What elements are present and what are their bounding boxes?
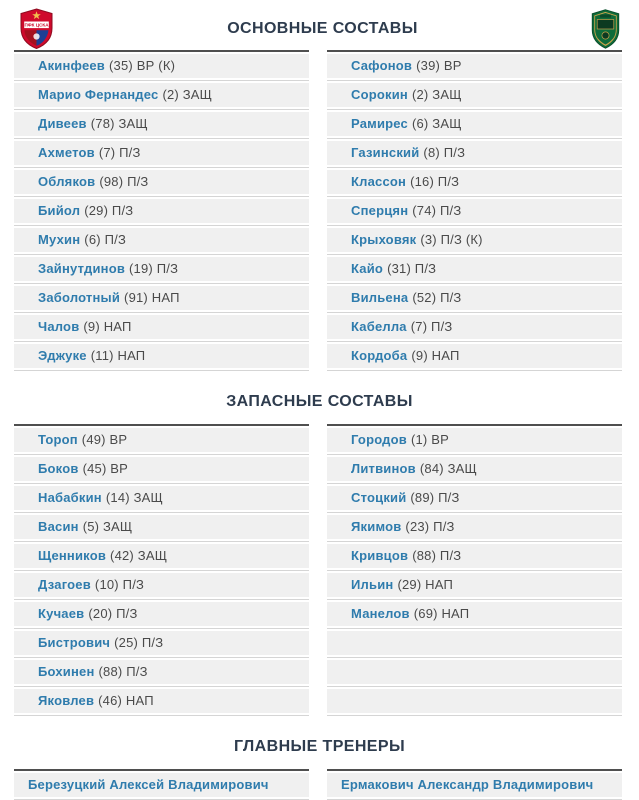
player-number-position: (39) ВР bbox=[416, 58, 462, 73]
player-row bbox=[327, 168, 622, 197]
player-row bbox=[327, 197, 622, 226]
player-name-link[interactable]: Кордоба bbox=[351, 348, 408, 363]
player-row bbox=[14, 658, 309, 687]
player-name-link[interactable]: Рамирес bbox=[351, 116, 408, 131]
player-row bbox=[327, 226, 622, 255]
player-number-position: (74) П/З bbox=[412, 203, 462, 218]
home-coach-name-link[interactable]: Березуцкий Алексей Владимирович bbox=[28, 777, 269, 792]
player-row bbox=[327, 484, 622, 513]
player-number-position: (20) П/З bbox=[88, 606, 138, 621]
player-row bbox=[327, 313, 622, 342]
player-row bbox=[14, 571, 309, 600]
coach-row bbox=[14, 771, 309, 800]
player-row bbox=[327, 139, 622, 168]
player-row bbox=[14, 226, 309, 255]
player-name-link[interactable]: Кучаев bbox=[38, 606, 85, 621]
player-row bbox=[14, 52, 309, 81]
player-number-position: (10) П/З bbox=[94, 577, 145, 592]
player-row bbox=[14, 139, 309, 168]
player-row bbox=[14, 484, 309, 513]
player-number-position: (78) ЗАЩ bbox=[90, 116, 148, 131]
player-number-position: (6) П/З bbox=[84, 232, 127, 247]
player-number-position: (88) П/З bbox=[98, 664, 148, 679]
player-name-link[interactable]: Заболотный bbox=[38, 290, 121, 305]
player-number-position: (69) НАП bbox=[413, 606, 470, 621]
player-name-link[interactable]: Крыховяк bbox=[351, 232, 417, 247]
away-coach-name-link[interactable]: Ермакович Александр Владимирович bbox=[341, 777, 594, 792]
player-number-position: (35) ВР (К) bbox=[109, 58, 176, 73]
subs-lineups-title: ЗАПАСНЫЕ СОСТАВЫ bbox=[226, 393, 413, 410]
player-number-position: (25) П/З bbox=[114, 635, 164, 650]
player-number-position: (84) ЗАЩ bbox=[419, 461, 477, 476]
player-name-link[interactable]: Ахметов bbox=[38, 145, 95, 160]
fc-krasnodar-logo[interactable] bbox=[590, 9, 621, 49]
player-name-link[interactable]: Ильин bbox=[351, 577, 394, 592]
player-number-position: (89) П/З bbox=[410, 490, 460, 505]
player-number-position: (9) НАП bbox=[411, 348, 460, 363]
player-name-link[interactable]: Эджуке bbox=[38, 348, 87, 363]
player-row bbox=[327, 542, 622, 571]
player-number-position: (1) ВР bbox=[410, 432, 450, 447]
player-name-link[interactable]: Литвинов bbox=[351, 461, 416, 476]
player-name-link[interactable]: Бохинен bbox=[38, 664, 95, 679]
player-name-link[interactable]: Обляков bbox=[38, 174, 96, 189]
player-number-position: (52) П/З bbox=[412, 290, 462, 305]
player-row bbox=[14, 284, 309, 313]
player-row bbox=[14, 426, 309, 455]
player-row bbox=[327, 255, 622, 284]
player-name-link[interactable]: Кайо bbox=[351, 261, 384, 276]
player-name-link[interactable]: Набабкин bbox=[38, 490, 102, 505]
player-number-position: (11) НАП bbox=[90, 348, 146, 363]
player-number-position: (98) П/З bbox=[99, 174, 149, 189]
player-number-position: (29) П/З bbox=[84, 203, 134, 218]
player-row bbox=[14, 629, 309, 658]
player-row bbox=[327, 426, 622, 455]
subs-lineups-tables bbox=[0, 424, 639, 716]
player-number-position: (19) П/З bbox=[129, 261, 179, 276]
player-number-position: (3) П/З (К) bbox=[420, 232, 483, 247]
subs-away-lineup bbox=[327, 424, 622, 716]
svg-text:ПФК ЦСКА: ПФК ЦСКА bbox=[24, 22, 49, 28]
player-row bbox=[14, 513, 309, 542]
player-number-position: (23) П/З bbox=[405, 519, 455, 534]
player-name-link[interactable]: Городов bbox=[351, 432, 407, 447]
player-row bbox=[327, 52, 622, 81]
player-name-link[interactable]: Дивеев bbox=[38, 116, 87, 131]
away-coach-cell bbox=[327, 769, 622, 800]
player-number-position: (9) НАП bbox=[83, 319, 132, 334]
player-number-position: (2) ЗАЩ bbox=[411, 87, 462, 102]
player-name-link[interactable]: Сперцян bbox=[351, 203, 409, 218]
player-row bbox=[327, 284, 622, 313]
player-row bbox=[327, 342, 622, 371]
player-name-link[interactable]: Боков bbox=[38, 461, 79, 476]
player-name-link[interactable]: Чалов bbox=[38, 319, 80, 334]
player-row bbox=[327, 513, 622, 542]
player-name-link[interactable]: Сорокин bbox=[351, 87, 408, 102]
player-number-position: (14) ЗАЩ bbox=[105, 490, 163, 505]
player-name-link[interactable]: Кривцов bbox=[351, 548, 409, 563]
player-row bbox=[14, 600, 309, 629]
player-number-position: (7) П/З bbox=[410, 319, 453, 334]
player-name-link[interactable]: Тороп bbox=[38, 432, 78, 447]
player-name-link[interactable]: Дзагоев bbox=[38, 577, 91, 592]
main-home-lineup bbox=[14, 50, 309, 371]
player-row bbox=[14, 197, 309, 226]
player-row bbox=[14, 455, 309, 484]
player-name-link[interactable]: Марио Фернандес bbox=[38, 87, 159, 102]
player-row bbox=[14, 313, 309, 342]
coaches-title: ГЛАВНЫЕ ТРЕНЕРЫ bbox=[233, 738, 406, 755]
coaches-tables bbox=[0, 769, 639, 800]
player-name-link[interactable]: Газинский bbox=[351, 145, 420, 160]
main-lineups-title: ОСНОВНЫЕ СОСТАВЫ bbox=[227, 20, 418, 37]
player-number-position: (46) НАП bbox=[98, 693, 154, 708]
cska-logo[interactable] bbox=[18, 8, 55, 50]
player-number-position: (45) ВР bbox=[82, 461, 129, 476]
home-coach-cell bbox=[14, 769, 309, 800]
player-name-link[interactable]: Васин bbox=[38, 519, 79, 534]
player-name-link[interactable]: Классон bbox=[351, 174, 407, 189]
player-row bbox=[327, 81, 622, 110]
player-number-position: (8) П/З bbox=[423, 145, 466, 160]
player-name-link[interactable]: Бийол bbox=[38, 203, 81, 218]
player-name-link[interactable]: Вильена bbox=[351, 290, 409, 305]
player-row bbox=[327, 687, 622, 716]
coach-row bbox=[327, 771, 622, 800]
player-name-link[interactable]: Бистрович bbox=[38, 635, 111, 650]
player-number-position: (2) ЗАЩ bbox=[162, 87, 213, 102]
player-number-position: (5) ЗАЩ bbox=[82, 519, 133, 534]
main-away-lineup bbox=[327, 50, 622, 371]
player-name-link[interactable]: Сафонов bbox=[351, 58, 413, 73]
player-row bbox=[14, 168, 309, 197]
player-number-position: (6) ЗАЩ bbox=[411, 116, 462, 131]
player-row bbox=[327, 600, 622, 629]
player-name-link[interactable]: Якимов bbox=[351, 519, 402, 534]
player-row bbox=[14, 542, 309, 571]
player-row bbox=[14, 687, 309, 716]
player-number-position: (88) П/З bbox=[412, 548, 462, 563]
player-name-link[interactable]: Яковлев bbox=[38, 693, 95, 708]
player-name-link[interactable]: Кабелла bbox=[351, 319, 407, 334]
header bbox=[0, 0, 639, 50]
player-number-position: (7) П/З bbox=[98, 145, 141, 160]
player-name-link[interactable]: Акинфеев bbox=[38, 58, 105, 73]
player-name-link[interactable]: Щенников bbox=[38, 548, 107, 563]
player-row bbox=[14, 81, 309, 110]
player-row bbox=[14, 255, 309, 284]
player-number-position: (16) П/З bbox=[410, 174, 460, 189]
subs-home-lineup bbox=[14, 424, 309, 716]
player-row bbox=[14, 342, 309, 371]
player-number-position: (49) ВР bbox=[81, 432, 128, 447]
player-row bbox=[327, 110, 622, 139]
player-row bbox=[327, 658, 622, 687]
player-name-link[interactable]: Зайнутдинов bbox=[38, 261, 126, 276]
player-name-link[interactable]: Манелов bbox=[351, 606, 410, 621]
player-number-position: (42) ЗАЩ bbox=[110, 548, 168, 563]
main-lineups-tables bbox=[0, 50, 639, 371]
player-name-link[interactable]: Мухин bbox=[38, 232, 81, 247]
player-row bbox=[327, 571, 622, 600]
player-row bbox=[327, 455, 622, 484]
player-number-position: (29) НАП bbox=[397, 577, 454, 592]
player-name-link[interactable]: Стоцкий bbox=[351, 490, 407, 505]
player-number-position: (31) П/З bbox=[387, 261, 437, 276]
player-number-position: (91) НАП bbox=[124, 290, 180, 305]
player-row bbox=[14, 110, 309, 139]
player-row bbox=[327, 629, 622, 658]
